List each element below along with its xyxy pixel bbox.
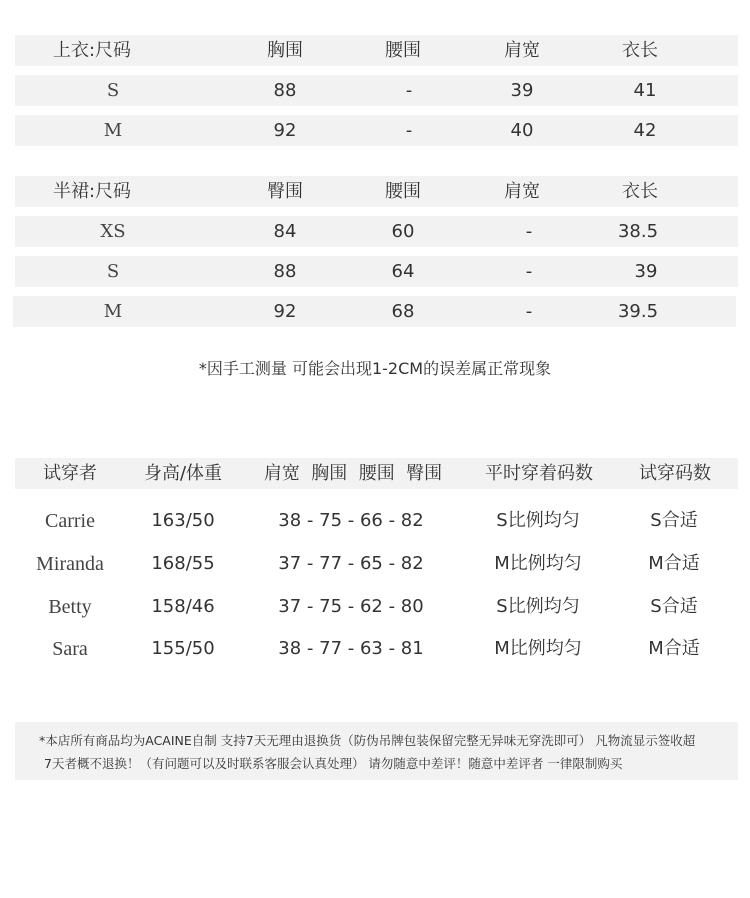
- tops-header-row: [15, 35, 738, 66]
- table-cell: 38.5: [617, 221, 659, 242]
- table-cell: S比例均匀: [496, 596, 580, 617]
- table-cell: 68: [391, 301, 415, 322]
- size-label: S: [106, 261, 120, 282]
- table-cell: 163/50: [151, 510, 215, 531]
- model-name: Carrie: [45, 510, 95, 532]
- table-cell: -: [525, 221, 533, 242]
- table-cell: 88: [273, 80, 297, 101]
- table-cell: 38 - 75 - 66 - 82: [278, 510, 424, 531]
- skirt-header-shoulder: 肩宽: [504, 181, 540, 202]
- policy-line-1: *本店所有商品均为ACAINE自制 支持7天无理由退换货（防伪吊牌包装保留完整无异味无穿洗即可） 凡物流显示签收超: [39, 733, 696, 748]
- table-cell: -: [525, 261, 533, 282]
- table-cell: S合适: [650, 510, 698, 531]
- table-cell: 37 - 77 - 65 - 82: [278, 553, 424, 574]
- table-cell: 42: [633, 120, 657, 141]
- header-tried-size: 试穿码数: [639, 463, 711, 484]
- model-name: Miranda: [36, 553, 104, 575]
- table-row: [15, 634, 738, 664]
- table-row: [15, 256, 738, 287]
- skirt-header-size: 半裙:尺码: [52, 181, 132, 202]
- size-label: M: [103, 301, 123, 322]
- header-measurements: 肩宽 胸围 腰围 臀围: [263, 463, 443, 484]
- table-row: [15, 549, 738, 579]
- table-cell: 158/46: [151, 596, 215, 617]
- table-row: [15, 592, 738, 622]
- tops-header-bust: 胸围: [267, 40, 303, 61]
- table-cell: M比例均匀: [494, 553, 582, 574]
- policy-line-2: 7天者概不退换！（有问题可以及时联系客服会认真处理） 请勿随意中差评！随意中差评者 一律限制购买: [44, 756, 623, 771]
- table-cell: -: [525, 301, 533, 322]
- tops-header-waist: 腰围: [385, 40, 421, 61]
- size-label: S: [106, 80, 120, 101]
- table-row: [13, 296, 736, 327]
- table-row: [15, 506, 738, 536]
- table-cell: 84: [273, 221, 297, 242]
- tops-header-size: 上衣:尺码: [52, 40, 132, 61]
- skirt-header-hip: 臀围: [267, 181, 303, 202]
- store-policy-notice: [15, 722, 738, 780]
- table-cell: 88: [273, 261, 297, 282]
- model-name: Sara: [52, 638, 88, 660]
- table-cell: 38 - 77 - 63 - 81: [278, 638, 424, 659]
- model-header-row: [15, 458, 738, 489]
- skirt-header-waist: 腰围: [385, 181, 421, 202]
- table-cell: 39.5: [617, 301, 659, 322]
- tops-header-length: 衣长: [622, 40, 658, 61]
- table-row: [15, 75, 738, 106]
- table-cell: 37 - 75 - 62 - 80: [278, 596, 424, 617]
- skirt-header-row: [15, 176, 738, 207]
- table-cell: 155/50: [151, 638, 215, 659]
- table-row: [15, 115, 738, 146]
- table-cell: 64: [391, 261, 415, 282]
- size-label: XS: [100, 221, 126, 242]
- table-cell: -: [405, 120, 413, 141]
- table-cell: 40: [510, 120, 534, 141]
- table-cell: 39: [634, 261, 658, 282]
- header-usual-size: 平时穿着码数: [485, 463, 593, 484]
- table-cell: -: [405, 80, 413, 101]
- table-cell: 92: [273, 301, 297, 322]
- table-cell: S合适: [650, 596, 698, 617]
- size-label: M: [103, 120, 123, 141]
- table-cell: 168/55: [151, 553, 215, 574]
- skirt-header-length: 衣长: [622, 181, 658, 202]
- table-row: [15, 216, 738, 247]
- table-cell: 39: [510, 80, 534, 101]
- header-height-weight: 身高/体重: [143, 463, 223, 484]
- tops-header-shoulder: 肩宽: [504, 40, 540, 61]
- table-cell: M比例均匀: [494, 638, 582, 659]
- table-cell: 92: [273, 120, 297, 141]
- model-name: Betty: [48, 596, 92, 618]
- table-cell: 41: [633, 80, 657, 101]
- header-model: 试穿者: [43, 463, 97, 484]
- table-cell: S比例均匀: [496, 510, 580, 531]
- measurement-note: *因手工测量 可能会出现1-2CM的误差属正常现象: [198, 359, 552, 378]
- table-cell: M合适: [648, 638, 700, 659]
- table-cell: 60: [391, 221, 415, 242]
- table-cell: M合适: [648, 553, 700, 574]
